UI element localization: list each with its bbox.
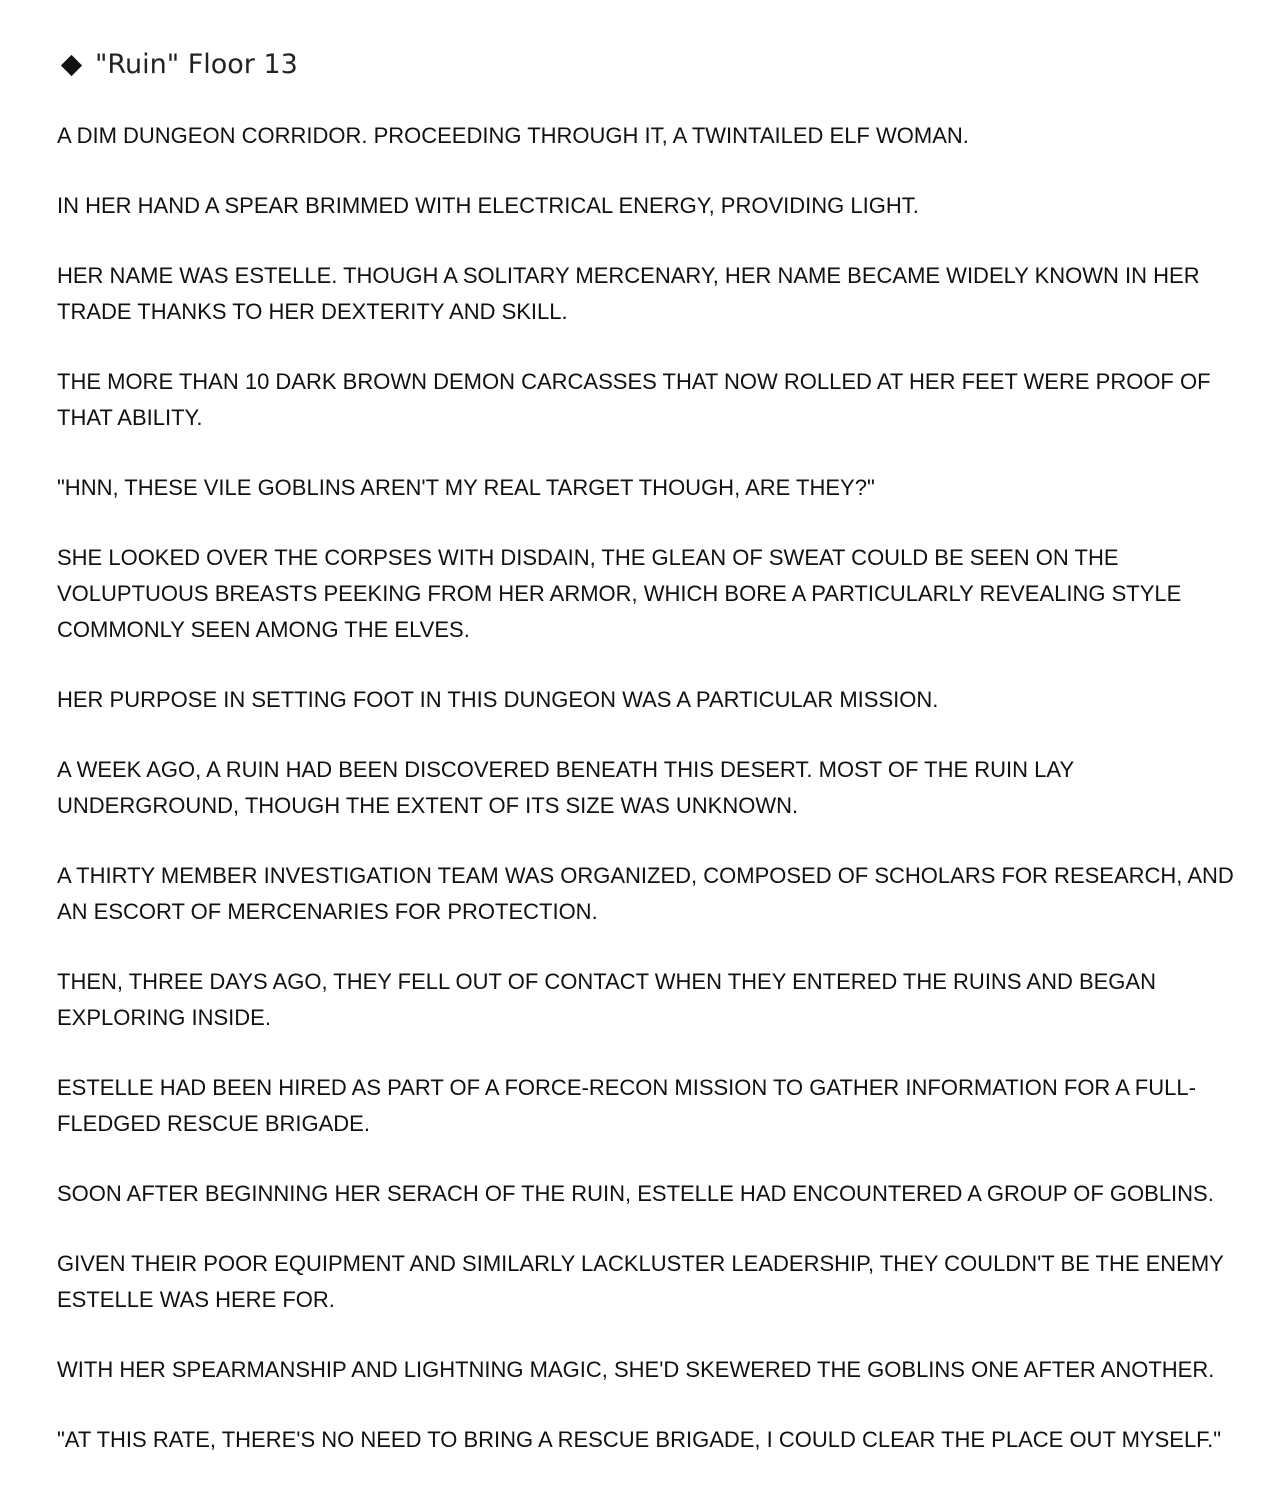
paragraph: THEN, THREE DAYS AGO, THEY FELL OUT OF CONTACT WHEN THEY ENTERED THE RUINS AND BEGAN EXPLORING INSIDE. [57, 969, 1156, 1030]
paragraph: "AT THIS RATE, THERE'S NO NEED TO BRING A RESCUE BRIGADE, I COULD CLEAR THE PLACE OUT MYSELF." [57, 1427, 1222, 1452]
chapter-heading [60, 47, 298, 83]
paragraph: ESTELLE HAD BEEN HIRED AS PART OF A FORCE-RECON MISSION TO GATHER INFORMATION FOR A FULL-FLEDGED RESCUE BRIGADE. [57, 1075, 1196, 1136]
story-body [57, 118, 1247, 1492]
diamond-bullet-icon [61, 54, 82, 75]
paragraph: A WEEK AGO, A RUIN HAD BEEN DISCOVERED BENEATH THIS DESERT. MOST OF THE RUIN LAY UNDERGROUND, THOUGH THE EXTENT OF ITS SIZE WAS UNKNOWN. [57, 757, 1074, 818]
paragraph: HER PURPOSE IN SETTING FOOT IN THIS DUNGEON WAS A PARTICULAR MISSION. [57, 687, 939, 712]
paragraph: WITH HER SPEARMANSHIP AND LIGHTNING MAGIC, SHE'D SKEWERED THE GOBLINS ONE AFTER ANOTHER. [57, 1357, 1215, 1382]
paragraph: SOON AFTER BEGINNING HER SERACH OF THE RUIN, ESTELLE HAD ENCOUNTERED A GROUP OF GOBLINS. [57, 1181, 1214, 1206]
paragraph: A THIRTY MEMBER INVESTIGATION TEAM WAS ORGANIZED, COMPOSED OF SCHOLARS FOR RESEARCH, AND AN ESCORT OF MERCENARIES FOR PROTECTION. [57, 863, 1234, 924]
paragraph: GIVEN THEIR POOR EQUIPMENT AND SIMILARLY LACKLUSTER LEADERSHIP, THEY COULDN'T BE THE ENEMY ESTELLE WAS HERE FOR. [57, 1251, 1224, 1312]
paragraph: IN HER HAND A SPEAR BRIMMED WITH ELECTRICAL ENERGY, PROVIDING LIGHT. [57, 193, 919, 218]
paragraph: SHE LOOKED OVER THE CORPSES WITH DISDAIN, THE GLEAN OF SWEAT COULD BE SEEN ON THE VOLUPTUOUS BREASTS PEEKING FROM HER ARMOR, WHICH BORE A PARTICULARLY REVEALING STYLE COMMONLY SEEN AMONG THE ELVES. [57, 545, 1182, 642]
paragraph: A DIM DUNGEON CORRIDOR. PROCEEDING THROUGH IT, A TWINTAILED ELF WOMAN. [57, 123, 969, 148]
paragraph: "HNN, THESE VILE GOBLINS AREN'T MY REAL TARGET THOUGH, ARE THEY?" [57, 475, 875, 500]
paragraph: THE MORE THAN 10 DARK BROWN DEMON CARCASSES THAT NOW ROLLED AT HER FEET WERE PROOF OF THAT ABILITY. [57, 369, 1211, 430]
chapter-title: "Ruin" Floor 13 [95, 49, 298, 80]
paragraph: HER NAME WAS ESTELLE. THOUGH A SOLITARY MERCENARY, HER NAME BECAME WIDELY KNOWN IN HER TRADE THANKS TO HER DEXTERITY AND SKILL. [57, 263, 1200, 324]
